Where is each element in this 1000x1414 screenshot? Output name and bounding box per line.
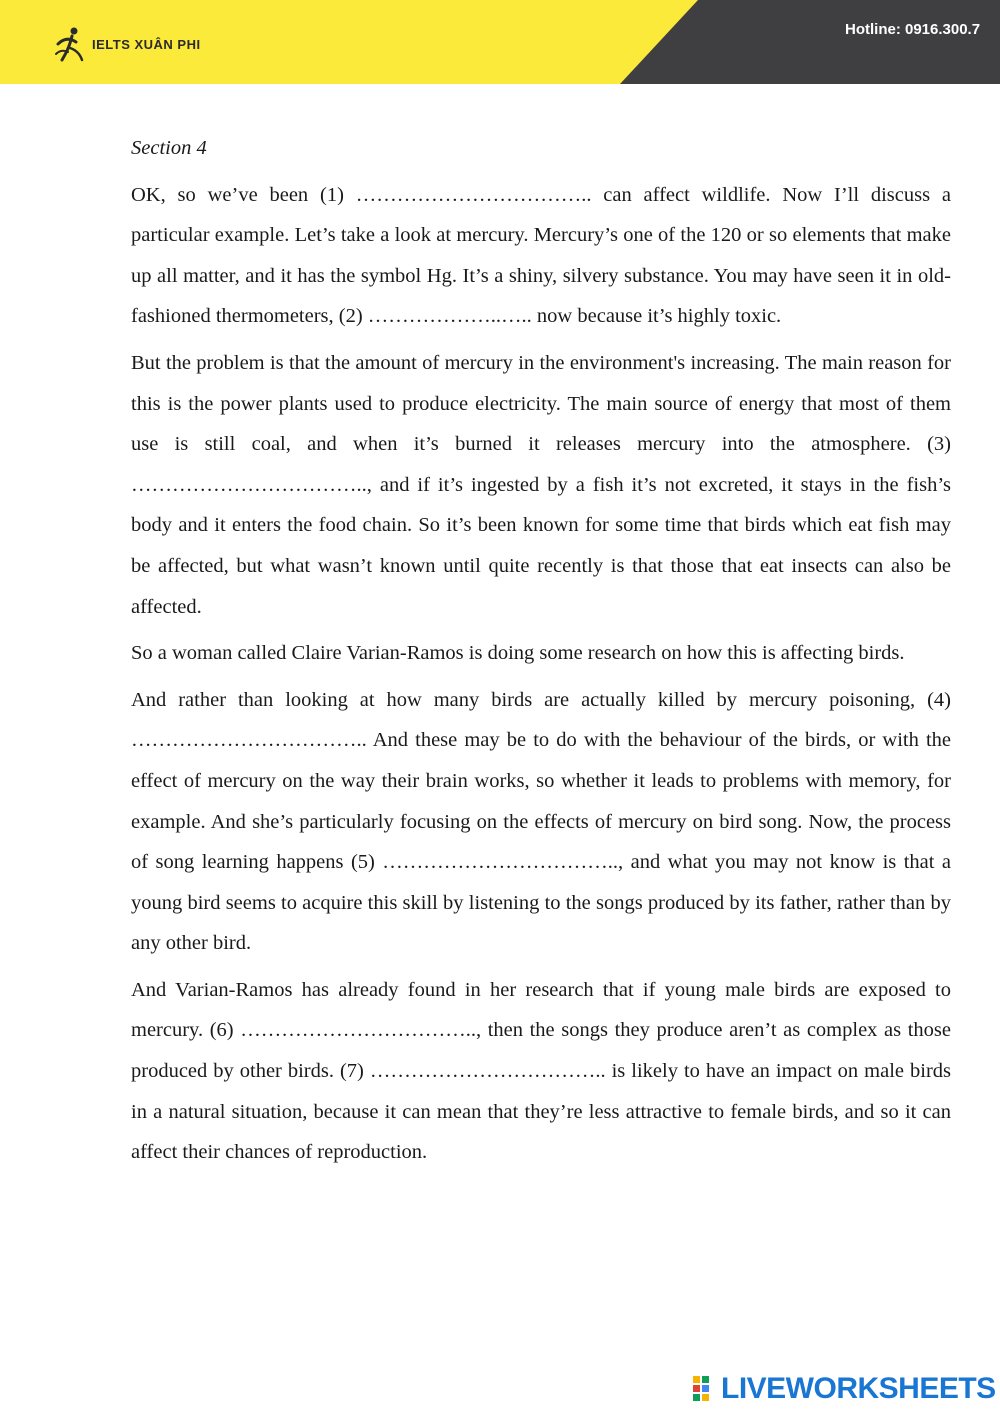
paragraph-2: But the problem is that the amount of mercury in the environment's increasing. The main reason for this is the power plants used to produce electricity. The main source of energy that most of them use is still coal, and when it’s burned it releases mercury into the atmosphere. (3) …………………………….., and if it’s ingested by a fish it’s not excreted, it stays in the fish’s body and it enters the food chain. So it’s been known for some time that birds which eat fish may be affected, but what wasn’t known until quite recently is that those that eat insects can also be affected. xyxy=(131,351,951,618)
ielts-logo xyxy=(52,24,201,64)
paragraph-4: And rather than looking at how many birds are actually killed by mercury poisoning, (4) …………………………….. And these may be to do with the behaviour of the birds, or with the effect of mercury on the way their brain works, so whether it leads to problems with memory, for example. And she’s particularly focusing on the effects of mercury on bird song. Now, the process of song learning happens (5) …………………………….., and what you may not know is that a young bird seems to acquire this skill by listening to the songs produced by its father, rather than by any other bird. xyxy=(131,688,951,955)
runner-logo-icon xyxy=(52,24,88,64)
document-body xyxy=(131,128,951,1179)
paragraph-3: So a woman called Claire Varian-Ramos is doing some research on how this is affecting birds. xyxy=(131,642,905,665)
hotline-text: Hotline: 0916.300.7 xyxy=(845,21,981,38)
logo-text: IELTS XUÂN PHI xyxy=(92,36,201,52)
section-title: Section 4 xyxy=(131,137,207,159)
paragraph-5: And Varian-Ramos has already found in her research that if young male birds are exposed to mercury. (6) …………………………….., then the songs they produce aren’t as complex as those produced by other birds. (7) …………………………….. is likely to have an impact on male birds in a natural situation, because it can mean that they’re less attractive to female birds, and so it can affect their chances of reproduction. xyxy=(131,978,951,1164)
page-header xyxy=(0,0,1000,84)
liveworksheets-logo xyxy=(692,1372,996,1406)
header-dark-band xyxy=(620,0,1000,84)
footer-brand-text: LIVEWORKSHEETS xyxy=(721,1372,996,1405)
paragraph-1: OK, so we’ve been (1) …………………………….. can affect wildlife. Now I’ll discuss a particular example. Let’s take a look at mercury. Mercury’s one of the 120 or so elements that make up all matter, and it has the symbol Hg. It’s a shiny, silvery substance. You may have seen it in old-fashioned thermometers, (2) ………………..….. now because it’s highly toxic. xyxy=(131,183,951,328)
liveworksheets-icon xyxy=(692,1374,718,1404)
